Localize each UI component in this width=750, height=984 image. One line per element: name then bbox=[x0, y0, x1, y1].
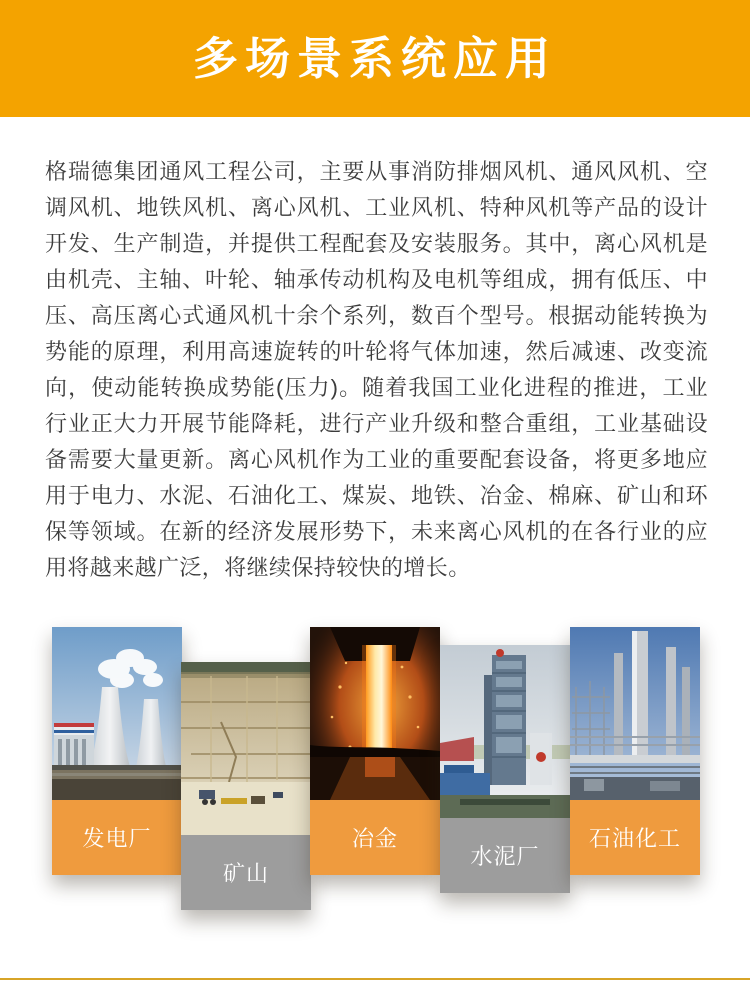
header-banner bbox=[0, 0, 750, 117]
scene-label: 石油化工 bbox=[570, 800, 700, 875]
scene-label: 水泥厂 bbox=[440, 818, 570, 893]
intro-paragraph: 格瑞德集团通风工程公司，主要从事消防排烟风机、通风风机、空调风机、地铁风机、离心风机、工业风机、特种风机等产品的设计开发、生产制造，并提供工程配套及安装服务。其中，离心风机是由机壳、主轴、叶轮、轴承传动机构及电机等组成，拥有低压、中压、高压离心式通风机十余个系列，数百个型号。根据动能转换为势能的原理，利用高速旋转的叶轮将气体加速，然后减速、改变流向，使动能转换成势能(压力)。随着我国工业化进程的推进，工业行业正大力开展节能降耗，进行产业升级和整合重组，工业基础设备需要大量更新。离心风机作为工业的重要配套设备，将更多地应用于电力、水泥、石油化工、煤炭、地铁、冶金、棉麻、矿山和环保等领域。在新的经济发展形势下，未来离心风机的在各行业的应用将越来越广泛，将继续保持较快的增长。 bbox=[45, 159, 708, 580]
scene-card-cement-plant bbox=[440, 645, 570, 893]
scene-card-metallurgy bbox=[310, 627, 440, 875]
scene-label: 发电厂 bbox=[52, 800, 182, 875]
power-plant-photo bbox=[52, 627, 182, 800]
scene-card-power-plant bbox=[52, 627, 182, 875]
scene-label: 冶金 bbox=[310, 800, 440, 875]
bottom-accent-line bbox=[0, 978, 750, 980]
scene-card-petrochemical bbox=[570, 627, 700, 875]
cement-plant-photo bbox=[440, 645, 570, 818]
mine-photo bbox=[181, 662, 311, 835]
scene-card-mine bbox=[181, 662, 311, 910]
scene-label: 矿山 bbox=[181, 835, 311, 910]
page-title: 多场景系统应用 bbox=[192, 33, 557, 84]
intro-section bbox=[0, 117, 750, 586]
petrochemical-photo bbox=[570, 627, 700, 800]
metallurgy-photo bbox=[310, 627, 440, 800]
